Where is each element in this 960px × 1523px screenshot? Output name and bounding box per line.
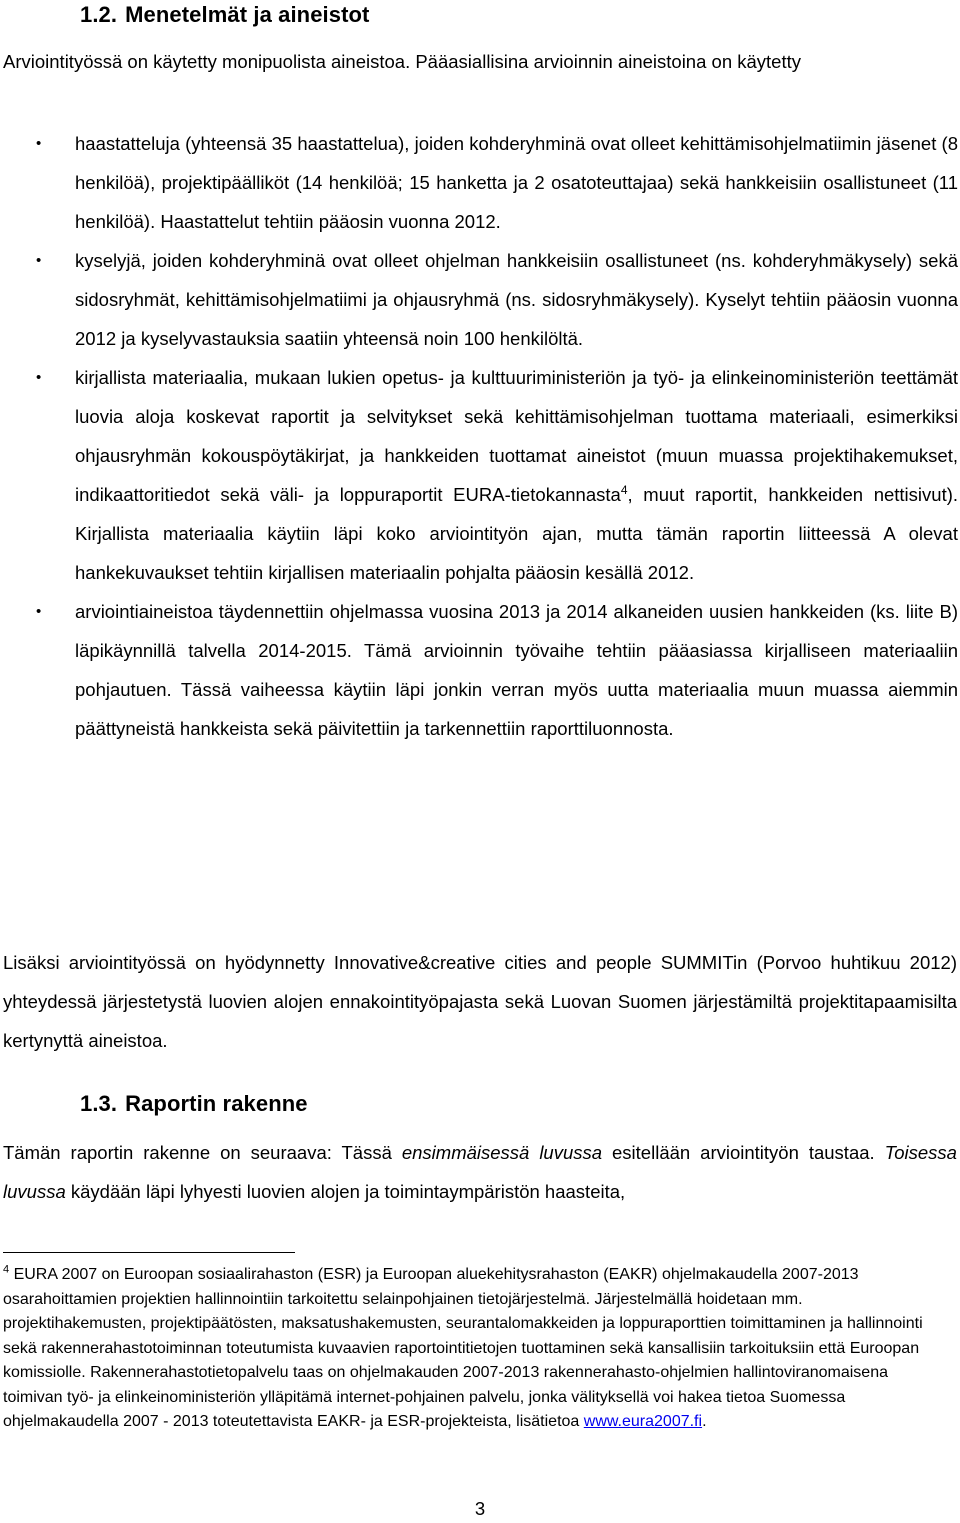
- list-item-text: kyselyjä, joiden kohderyhminä ovat olleet ohjelman hankkeisiin osallistuneet (ns. kohderyhmäkysely) sekä sidosryhmät, kehittämisohjelmatiimi ja ohjausryhmä (ns. sidosryhmäkysely). Kyselyt tehtiin pääosin vuonna 2012 ja kyselyvastauksia saatiin yhteensä noin 100 henkilöltä.: [75, 250, 958, 349]
- list-item-text: kirjallista materiaalia, mukaan lukien opetus- ja kulttuuriministeriön ja työ- ja elinkeinoministeriön teettämät luovia aloja koskevat raportit ja selvitykset sekä kehittämisohjelman tuottama materiaali, esimerkiksi ohjausryhmän kokouspöytäkirjat, ja hankkeiden tuottamat aineistot (muun muassa projektihakemukset, indikaattoritiedot sekä väli- ja loppuraportit EURA-tietokannasta: [75, 367, 958, 505]
- paragraph-text: esitellään arviointityön taustaa.: [602, 1142, 885, 1163]
- bullet-icon: •: [36, 369, 42, 386]
- emphasis-text: Toisessa luvussa: [3, 1142, 957, 1202]
- emphasis-text: ensimmäisessä luvussa: [401, 1142, 603, 1163]
- list-item-text: , muut raportit, hankkeiden nettisivut). Kirjallista materiaalia käytiin läpi koko arviointityön ajan, mutta tämän raportin liitteessä A olevat hankekuvaukset tehtiin kirjallisen materiaalin pohjalta pääosin kesällä 2012.: [75, 484, 959, 583]
- section-heading-1-3: [80, 1091, 308, 1117]
- footnote-separator: [3, 1252, 295, 1253]
- materials-list: [0, 124, 960, 748]
- section-number: 1.2.: [80, 2, 118, 27]
- list-item: [0, 358, 960, 592]
- list-item: [0, 241, 960, 358]
- closing-paragraph: Lisäksi arviointityössä on hyödynnetty Innovative&creative cities and people SUMMITin (Porvoo huhtikuu 2012) yhteydessä järjestetystä luovien alojen ennakointityöpajasta sekä Luovan Suomen järjestämiltä projektitapaamisilta kertynyttä aineistoa.: [3, 952, 957, 1051]
- footnote: [3, 1263, 949, 1435]
- footnote-text: EURA 2007 on Euroopan sosiaalirahaston (ESR) ja Euroopan aluekehitysrahaston (EAKR) ohjelmakaudella 2007-2013 osarahoittamien projektien hallinnointiin tarkoitettu selainpohjainen tietojärjestelmä. Järjestelmällä hoidetaan mm. projektihakemusten, projektipäätösten, maksatushakemusten, seurantalomakkeiden ja loppuraporttien toimittaminen ja hallinnointi sekä rakennerahastotoiminnan toteutumista kuvaavien raportointitietojen tuottaminen sekä kansallisiin tarkoituksiin että Euroopan komissiolle. Rakennerahastotietopalvelu taas on ohjelmakauden 2007-2013 rakennerahasto-ohjelmien hallintoviranomaisena toimivan työ- ja elinkeinoministeriön ylläpitämä internet-pohjainen palvelu, jonka välityksellä voi hakea tietoa Suomessa ohjelmakaudella 2007 - 2013 toteutettavista EAKR- ja ESR-projekteista, lisätietoa: [3, 1266, 923, 1430]
- list-item: [0, 124, 960, 241]
- bullet-icon: •: [36, 135, 42, 152]
- structure-paragraph: [3, 1133, 957, 1211]
- footnote-marker: 4: [3, 1263, 10, 1276]
- footnote-end: .: [702, 1413, 707, 1430]
- bullet-icon: •: [36, 603, 42, 620]
- page-number: 3: [474, 1498, 486, 1519]
- footnote-reference: 4: [620, 482, 628, 497]
- section-title: Raportin rakenne: [125, 1091, 308, 1116]
- section-title: Menetelmät ja aineistot: [125, 2, 370, 27]
- intro-paragraph: Arviointityössä on käytetty monipuolista aineistoa. Pääasiallisina arvioinnin aineistoina on käytetty: [3, 51, 801, 72]
- bullet-icon: •: [36, 252, 42, 269]
- eura-link[interactable]: www.eura2007.fi: [583, 1413, 703, 1430]
- list-item-text: arviointiaineistoa täydennettiin ohjelmassa vuosina 2013 ja 2014 alkaneiden uusien hankkeiden (ks. liite B) läpikäynnillä talvella 2014-2015. Tämä arvioinnin työvaihe tehtiin pääasiassa kirjalliseen materiaaliin pohjautuen. Tässä vaiheessa käytiin läpi jonkin verran myös uutta materiaalia muun muassa aiemmin päättyneistä hankkeista sekä päivitettiin ja tarkennettiin raporttiluonnosta.: [75, 601, 958, 739]
- list-item: [0, 592, 960, 748]
- list-item-text: haastatteluja (yhteensä 35 haastattelua), joiden kohderyhminä ovat olleet kehittämisohjelmatiimin jäsenet (8 henkilöä), projektipäälliköt (14 henkilöä; 15 hanketta ja 2 osatoteuttajaa) sekä hankkeisiin osallistuneet (11 henkilöä). Haastattelut tehtiin pääosin vuonna 2012.: [75, 133, 958, 232]
- section-number: 1.3.: [80, 1091, 118, 1116]
- paragraph-text: käydään läpi lyhyesti luovien alojen ja toimintaympäristön haasteita,: [65, 1181, 626, 1202]
- section-heading-1-2: [80, 2, 369, 28]
- paragraph-text: Tämän raportin rakenne on seuraava: Tässä: [3, 1142, 402, 1163]
